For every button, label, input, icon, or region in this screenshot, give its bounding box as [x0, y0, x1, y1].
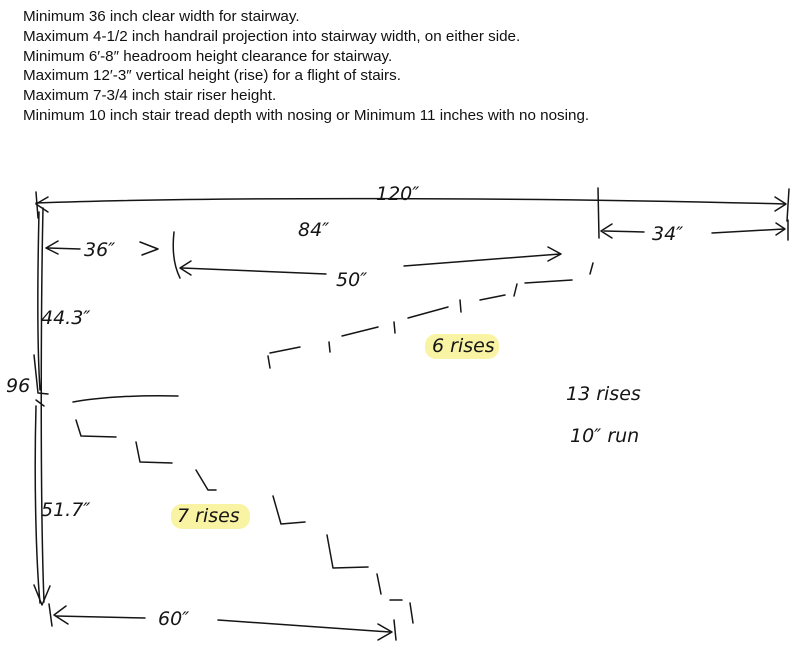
requirement-clear-width: Minimum 36 inch clear width for stairway.: [23, 8, 300, 25]
upper-run-label: 84″: [298, 219, 330, 241]
lower-rises-label: 7 rises: [177, 505, 240, 527]
requirement-handrail-projection: Maximum 4-1/2 inch handrail projection into stairway width, on either side.: [23, 27, 521, 45]
total-width-label: 120″: [376, 183, 420, 205]
upper-height-label: 44.3″: [41, 307, 91, 329]
upper-run-tick: [598, 188, 599, 238]
requirement-flight-rise: Maximum 12′-3″ vertical height (rise) for a flight of stairs.: [23, 67, 401, 85]
bottom-run-dimension: [49, 604, 396, 640]
tread-run-label: 10″ run: [570, 425, 640, 447]
upper-rises-label: 6 rises: [432, 335, 495, 357]
bottom-run-label: 60″: [158, 608, 190, 630]
total-rises-label: 13 rises: [566, 383, 641, 405]
middle-run-dimension: [180, 247, 561, 275]
middle-run-label: 50″: [336, 269, 368, 291]
lower-height-label: 51.7″: [41, 499, 91, 521]
right-width-dimension: [601, 220, 788, 240]
requirement-headroom: Minimum 6′-8″ headroom height clearance for stairway.: [23, 47, 393, 65]
total-height-label: 96: [6, 375, 31, 397]
requirement-riser-height: Maximum 7-3/4 inch stair riser height.: [23, 87, 277, 105]
right-width-label: 34″: [652, 223, 684, 245]
left-vertical-dimension: [34, 208, 50, 605]
landing-width-label: 36″: [84, 239, 116, 261]
requirement-tread-depth: Minimum 10 inch stair tread depth with nosing or Minimum 11 inches with no nosing.: [23, 106, 590, 124]
